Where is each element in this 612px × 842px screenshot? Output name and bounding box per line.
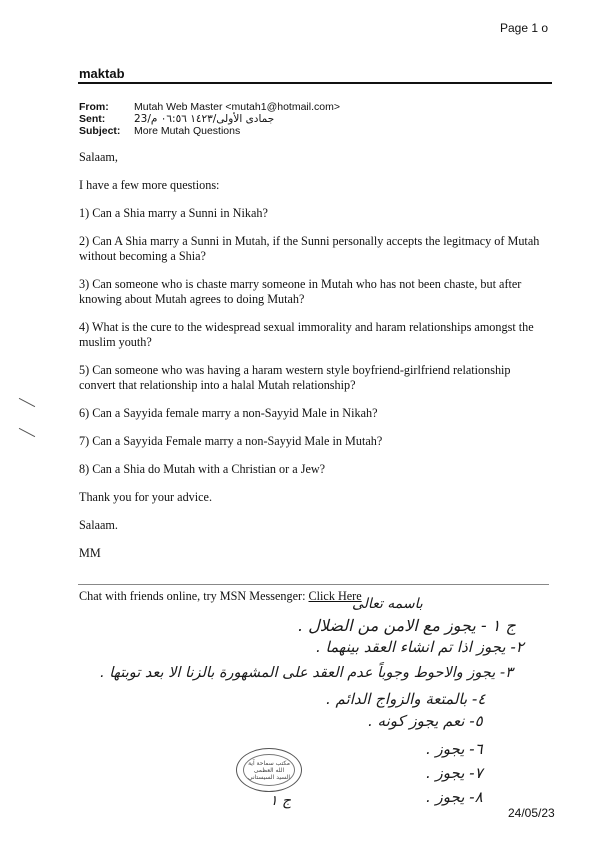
office-stamp bbox=[236, 748, 302, 792]
question-8: 8) Can a Shia do Mutah with a Christian or a Jew? bbox=[79, 462, 326, 476]
handwritten-answer-8: ٨- يجوز . bbox=[426, 788, 483, 806]
question-4: 4) What is the cure to the widespread sexual immorality and haram relationships amongst the muslim youth? bbox=[79, 320, 534, 349]
signature: MM bbox=[79, 546, 101, 560]
thanks: Thank you for your advice. bbox=[79, 490, 213, 504]
msn-link[interactable]: Click Here bbox=[308, 589, 362, 603]
handwritten-answer-7: ٧- يجوز . bbox=[426, 764, 483, 782]
stamp-text: مكتب سماحة آية الله العظمى السيد السيستاني bbox=[243, 754, 295, 786]
question-1: 1) Can a Shia marry a Sunni in Nikah? bbox=[79, 206, 268, 220]
page-number: Page 1 o bbox=[500, 21, 549, 35]
footer bbox=[79, 589, 362, 604]
handwritten-signoff: ج ١ bbox=[270, 793, 292, 809]
question-2: 2) Can A Shia marry a Sunni in Mutah, if the Sunni personally accepts the legitmacy of Mutah without becoming a Shia? bbox=[79, 234, 540, 263]
mailbox-title: maktab bbox=[79, 66, 125, 81]
question-3: 3) Can someone who is chaste marry someone in Mutah who has not been chaste, but after knowing about Mutah agrees to doing Mutah? bbox=[79, 277, 522, 306]
handwritten-answer-6: ٦- يجوز . bbox=[426, 740, 483, 758]
handwritten-answer-2: ٢- يجوز اذا تم انشاء العقد بينهما . bbox=[316, 638, 524, 656]
handwritten-answer-1: ج ١ - يجوز مع الامن من الضلال . bbox=[298, 616, 516, 635]
intro: I have a few more questions: bbox=[79, 178, 220, 192]
footer-text: Chat with friends online, try MSN Messenger: bbox=[79, 589, 309, 603]
greeting: Salaam, bbox=[79, 150, 118, 164]
sent-value: 23/جمادى الأولى/١٤٢٣ ٠٦:٥٦ م bbox=[134, 113, 275, 125]
subject-label: Subject: bbox=[79, 125, 121, 137]
question-6: 6) Can a Sayyida female marry a non-Sayyid Male in Nikah? bbox=[79, 406, 378, 420]
handwritten-answer-4: ٤- بالمتعة والزواج الدائم . bbox=[326, 690, 486, 708]
subject-row bbox=[79, 125, 340, 137]
margin-mark bbox=[19, 428, 35, 437]
subject-value: More Mutah Questions bbox=[134, 125, 241, 137]
title-rule bbox=[78, 82, 552, 84]
sent-row bbox=[79, 113, 340, 125]
closing: Salaam. bbox=[79, 518, 118, 532]
from-value: Mutah Web Master <mutah1@hotmail.com> bbox=[134, 101, 340, 113]
footer-rule bbox=[78, 584, 549, 585]
handwritten-answer-3: ٣- يجوز والاحوط وجوباً عدم العقد على المشهورة بالزنا الا بعد توبتها . bbox=[100, 665, 513, 681]
from-row bbox=[79, 101, 340, 113]
from-label: From: bbox=[79, 101, 109, 113]
email-body bbox=[79, 150, 549, 574]
margin-mark bbox=[19, 398, 35, 407]
date-stamp: 24/05/23 bbox=[508, 806, 555, 820]
question-5: 5) Can someone who was having a haram western style boyfriend-girlfriend relationship convert that relationship into a halal Mutah relationship? bbox=[79, 363, 511, 392]
question-7: 7) Can a Sayyida Female marry a non-Sayyid Male in Mutah? bbox=[79, 434, 383, 448]
sent-label: Sent: bbox=[79, 113, 106, 125]
handwritten-heading: باسمه تعالى bbox=[352, 596, 423, 612]
email-header bbox=[79, 101, 340, 137]
handwritten-answer-5: ٥- نعم يجوز كونه . bbox=[368, 712, 483, 730]
